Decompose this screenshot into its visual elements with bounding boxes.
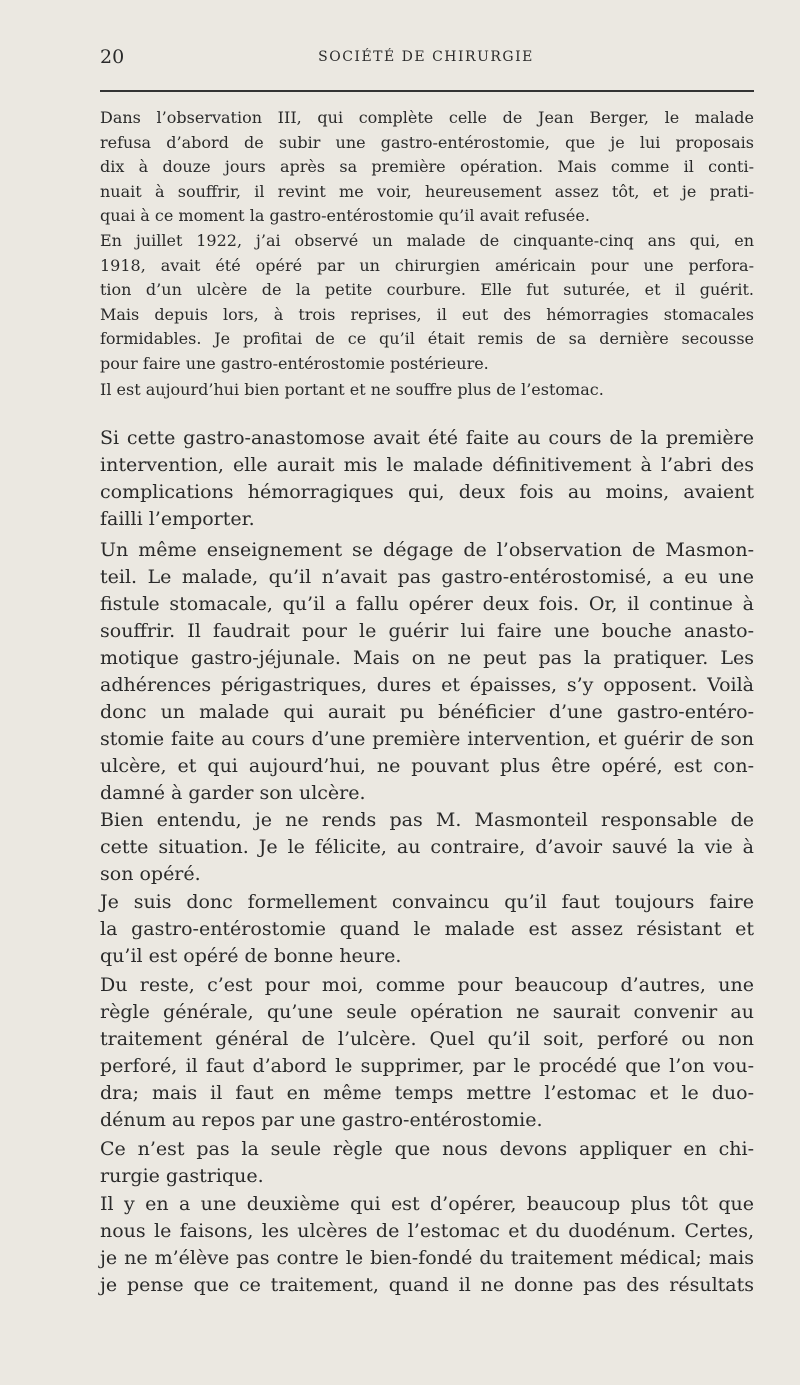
text-line: donc un malade qui aurait pu bénéficier d’une gastro-entéro- [100,701,754,724]
text-line: traitement général de l’ulcère. Quel qu’il soit, perforé ou non [100,1028,754,1051]
text-line: souffrir. Il faudrait pour le guérir lui faire une bouche anasto- [100,620,754,643]
text-line: pour faire une gastro-entérostomie postérieure. [100,353,489,373]
text-line: Du reste, c’est pour moi, comme pour beaucoup d’autres, une [100,974,754,996]
text-line: dénum au repos par une gastro-entérostomie. [100,1109,543,1132]
paragraph-observation-iii [100,106,754,229]
text-line: Il y en a une deuxième qui est d’opérer, beaucoup plus tôt que [100,1193,754,1215]
text-line: nous le faisons, les ulcères de l’estomac et du duodénum. Certes, [100,1220,754,1243]
text-line: Il est aujourd’hui bien portant et ne souffre plus de l’estomac. [100,380,604,399]
text-line: refusa d’abord de subir une gastro-entérostomie, que je lui proposais [100,132,754,152]
running-head: SOCIÉTÉ DE CHIRURGIE [318,49,534,65]
text-line: Ce n’est pas la seule règle que nous devons appliquer en chi- [100,1138,754,1160]
text-line: dix à douze jours après sa première opération. Mais comme il conti- [100,157,754,177]
text-line: son opéré. [100,863,201,886]
text-line: stomie faite au cours d’une première intervention, et guérir de son [100,728,754,751]
paragraph-bien-entendu [100,807,754,888]
text-line: je ne m’élève pas contre le bien-fondé du traitement médical; mais [100,1247,754,1270]
text-line: ulcère, et qui aujourd’hui, ne pouvant plus être opéré, est con- [100,755,754,778]
text-line: formidables. Je profitai de ce qu’il était remis de sa dernière secousse [100,329,754,349]
paragraph-bien-portant [100,378,754,403]
text-line: Dans l’observation III, qui complète celle de Jean Berger, le malade [100,108,754,127]
text-line: damné à garder son ulcère. [100,782,366,805]
paragraph-seule-regle [100,1136,754,1190]
text-line: Mais depuis lors, à trois reprises, il eut des hémorragies stomacales [100,304,754,324]
text-line: complications hémorragiques qui, deux fois au moins, avaient [100,481,754,504]
text-line: qu’il est opéré de bonne heure. [100,945,402,968]
text-line: règle générale, qu’une seule opération ne saurait convenir au [100,1001,754,1024]
text-line: En juillet 1922, j’ai observé un malade de cinquante-cinq ans qui, en [100,231,754,250]
text-line: dra; mais il faut en même temps mettre l’estomac et le duo- [100,1082,754,1105]
paragraph-gastro-anastomose [100,425,754,533]
text-line: nuait à souffrir, il revint me voir, heureusement assez tôt, et je prati- [100,181,754,201]
text-line: cette situation. Je le félicite, au contraire, d’avoir sauvé la vie à [100,836,754,859]
page-number: 20 [100,46,125,68]
text-line: Si cette gastro-anastomose avait été faite au cours de la première [100,427,754,449]
text-line: je pense que ce traitement, quand il ne donne pas des résultats [100,1274,754,1297]
text-line: quai à ce moment la gastro-entérostomie qu’il avait refusée. [100,206,590,226]
paragraph-masmonteil [100,537,754,807]
text-line: tion d’un ulcère de la petite courbure. Elle fut suturée, et il guérit. [100,280,754,300]
text-line: Un même enseignement se dégage de l’observation de Masmon- [100,539,754,561]
text-line: la gastro-entérostomie quand le malade est assez résistant et [100,918,754,941]
paragraph-deuxieme [100,1191,754,1299]
page-header [100,46,752,72]
text-line: rurgie gastrique. [100,1165,264,1188]
text-line: perforé, il faut d’abord le supprimer, par le procédé que l’on vou- [100,1055,754,1078]
text-line: Je suis donc formellement convaincu qu’il faut toujours faire [100,891,754,913]
text-line: Bien entendu, je ne rends pas M. Masmonteil responsable de [100,809,754,831]
text-line: failli l’emporter. [100,508,255,531]
text-line: motique gastro-jéjunale. Mais on ne peut pas la pratiquer. Les [100,647,754,670]
text-line: teil. Le malade, qu’il n’avait pas gastro-entérostomisé, a eu une [100,566,754,589]
text-line: fistule stomacale, qu’il a fallu opérer deux fois. Or, il continue à [100,593,754,616]
text-line: 1918, avait été opéré par un chirurgien américain pour une perfora- [100,255,754,275]
paragraph-formellement [100,889,754,970]
paragraph-regle-generale [100,972,754,1134]
text-line: intervention, elle aurait mis le malade définitivement à l’abri des [100,454,754,477]
paragraph-juillet-1922 [100,229,754,377]
text-line: adhérences périgastriques, dures et épaisses, s’y opposent. Voilà [100,674,754,697]
header-rule [100,90,754,92]
